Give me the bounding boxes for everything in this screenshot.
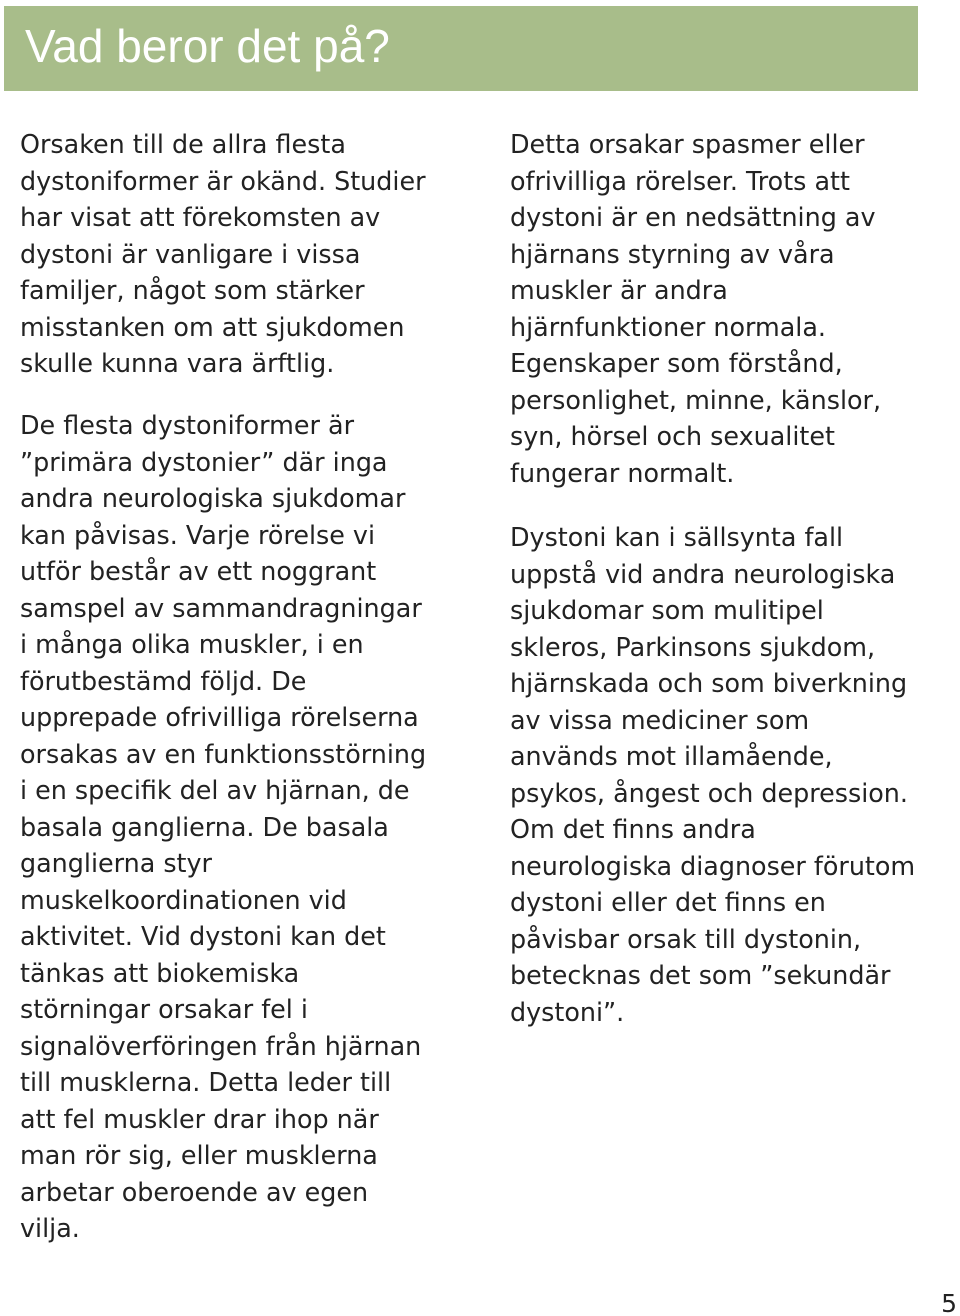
- text-line: hjärnans styrning av våra: [510, 238, 835, 269]
- text-line: Detta orsakar spasmer eller: [510, 129, 865, 159]
- text-line: Egenskaper som förstånd,: [510, 348, 843, 378]
- text-line: påvisbar orsak till dystonin,: [510, 923, 862, 954]
- text-line: hjärnskada och som biverkning: [510, 668, 908, 698]
- title-banner: [4, 6, 918, 91]
- text-line: familjer, något som stärker: [20, 275, 365, 305]
- text-line: av vissa mediciner som: [510, 704, 810, 735]
- text-line: hjärnfunktioner normala.: [510, 311, 826, 342]
- text-line: basala ganglierna. De basala: [20, 811, 389, 842]
- paragraph: [20, 407, 500, 1247]
- text-line: skulle kunna vara ärftlig.: [20, 348, 335, 378]
- text-line: störningar orsakar fel i: [20, 994, 308, 1024]
- text-line: uppstå vid andra neurologiska: [510, 558, 896, 589]
- left-column: [20, 126, 500, 1247]
- text-line: arbetar oberoende av egen: [20, 1176, 369, 1207]
- text-line: dystoni är vanligare i vissa: [20, 238, 361, 269]
- text-line: dystoni”.: [510, 996, 625, 1027]
- text-line: misstanken om att sjukdomen: [20, 311, 405, 342]
- right-column: [510, 126, 955, 1030]
- text-line: vilja.: [20, 1213, 80, 1243]
- paragraph: [20, 126, 500, 382]
- page-number: 5: [941, 1289, 957, 1316]
- text-line: betecknas det som ”sekundär: [510, 960, 891, 990]
- text-line: man rör sig, eller musklerna: [20, 1140, 378, 1170]
- text-line: utför består av ett noggrant: [20, 556, 377, 586]
- paragraph: [510, 519, 955, 1030]
- paragraph: [510, 126, 955, 491]
- text-line: Orsaken till de allra flesta: [20, 129, 346, 159]
- text-line: syn, hörsel och sexualitet: [510, 421, 835, 451]
- text-line: upprepade ofrivilliga rörelserna: [20, 702, 419, 732]
- text-line: tänkas att biokemiska: [20, 957, 300, 988]
- text-line: skleros, Parkinsons sjukdom,: [510, 631, 876, 662]
- text-line: personlighet, minne, känslor,: [510, 384, 882, 415]
- text-line: dystoniformer är okänd. Studier: [20, 165, 426, 196]
- text-line: i en specifik del av hjärnan, de: [20, 775, 410, 805]
- text-line: fungerar normalt.: [510, 457, 735, 488]
- text-line: signalöverföringen från hjärnan: [20, 1030, 422, 1061]
- text-line: neurologiska diagnoser förutom: [510, 850, 916, 881]
- text-line: används mot illamående,: [510, 741, 833, 771]
- text-line: sjukdomar som mulitipel: [510, 595, 824, 625]
- text-line: ganglierna styr: [20, 848, 212, 878]
- text-line: muskler är andra: [510, 275, 728, 305]
- text-line: samspel av sammandragningar: [20, 592, 422, 623]
- text-line: Om det finns andra: [510, 814, 756, 844]
- text-line: förutbestämd följd. De: [20, 665, 307, 696]
- text-line: Dystoni kan i sällsynta fall: [510, 522, 844, 552]
- page-title: Vad beror det på?: [25, 20, 390, 72]
- text-line: dystoni är en nedsättning av: [510, 202, 876, 232]
- text-line: kan påvisas. Varje rörelse vi: [20, 519, 376, 550]
- text-line: De flesta dystoniformer är: [20, 410, 355, 440]
- text-line: att fel muskler drar ihop när: [20, 1103, 379, 1134]
- text-line: muskelkoordinationen vid: [20, 884, 347, 915]
- text-line: orsakas av en funktionsstörning: [20, 738, 427, 769]
- text-line: till musklerna. Detta leder till: [20, 1067, 392, 1097]
- text-line: dystoni eller det finns en: [510, 887, 826, 917]
- text-line: ofrivilliga rörelser. Trots att: [510, 165, 850, 196]
- text-line: aktivitet. Vid dystoni kan det: [20, 921, 386, 951]
- text-line: har visat att förekomsten av: [20, 202, 381, 232]
- text-line: andra neurologiska sjukdomar: [20, 483, 406, 513]
- text-line: i många olika muskler, i en: [20, 629, 364, 659]
- text-line: psykos, ångest och depression.: [510, 777, 908, 808]
- text-line: ”primära dystonier” där inga: [20, 446, 388, 477]
